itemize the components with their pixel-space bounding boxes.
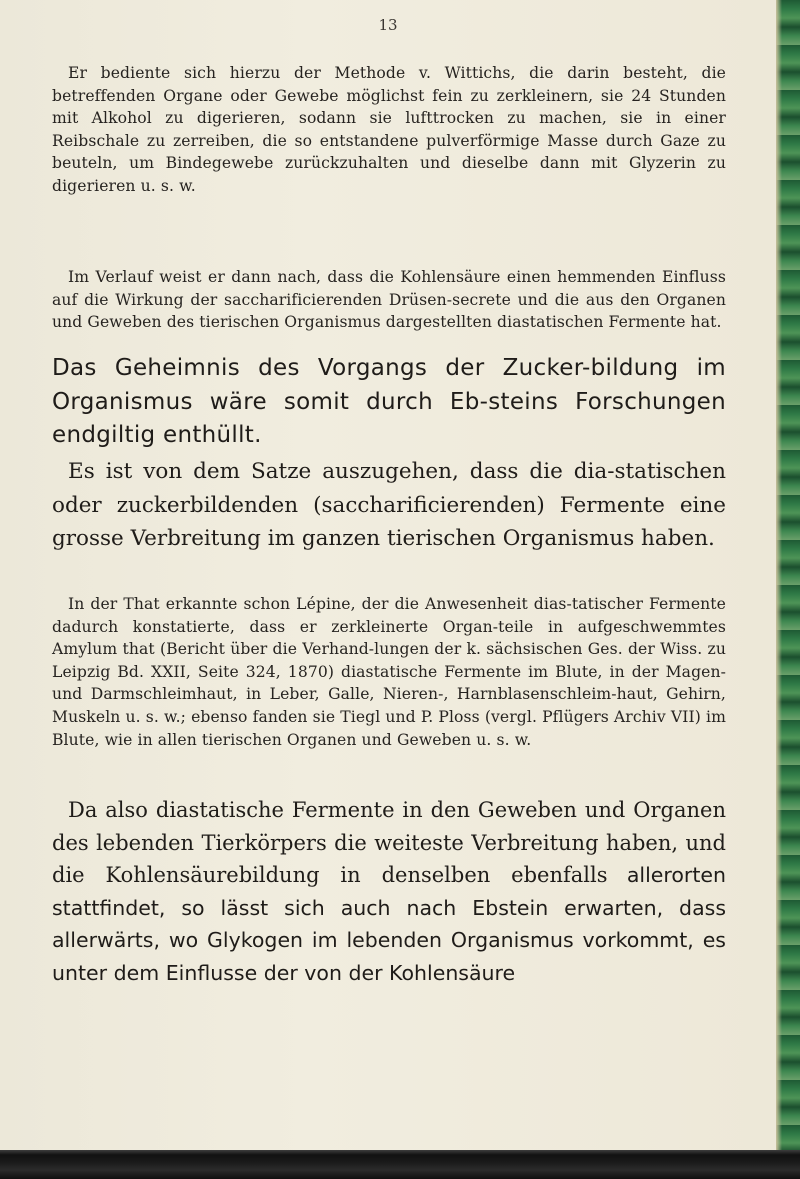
page-number: 13 [378,16,398,34]
scan-bottom-edge [0,1150,800,1179]
paragraph-thesis [52,455,726,556]
paragraph-method-text: Er bediente sich hierzu der Methode v. Wittichs, die darin besteht, die betreffenden Organe oder Gewebe möglichst fein zu zerkleinern, sie 24 Stunden mit Alkohol zu digerieren, sodann sie lufttrocken zu machen, sie in einer Reibschale zu zerreiben, die so entstandene pulverförmige Masse durch Gaze zu beuteln, um Bindegewebe zurückzuhalten und dieselbe dann mit Glyzerin zu digerieren u. s. w. [52,64,726,195]
paragraph-lepine-text: In der That erkannte schon Lépine, der die Anwesenheit dias-tatischer Fermente dadurch konstatierte, dass er zerkleinerte Organ-teile in aufgeschwemmtes Amylum that (Bericht über die Verhand-lungen der k. sächsischen Ges. der Wiss. zu Leipzig Bd. XXII, Seite 324, 1870) diastatische Fermente im Blute, in der Magen- und Darmschleimhaut, in Leber, Galle, Nieren-, Harnblasenschleim-haut, Gehirn, Muskeln u. s. w.; ebenso fanden sie Tiegl und P. Ploss (vergl. Pflügers Archiv VII) im Blute, wie in allen tierischen Organen und Geweben u. s. w. [52,595,726,749]
paragraph-thesis-text: Es ist von dem Satze auszugehen, dass die dia-statischen oder zuckerbildenden (saccharificierenden) Fermente eine grosse Verbreitung im ganzen tierischen Organismus haben. [52,459,726,551]
paragraph-conclusion [52,794,726,989]
conclusion-serif-part: Da also diastatische Fermente in den Geweben und Organen des lebenden Tierkörpers die weiteste Verbreitung haben, und die Kohlensäurebildung in denselben ebenfalls [52,798,726,887]
emphasis-heading [52,352,726,453]
conclusion-sans-part: allerorten stattfindet, so lässt sich auch nach Ebstein erwarten, dass allerwärts, wo Glykogen im lebenden Organismus vorkommt, es unter dem Einflusse der von der Kohlensäure [52,863,726,985]
paragraph-lepine [52,593,726,751]
book-cover-edge [776,0,800,1150]
emphasis-heading-text: Das Geheimnis des Vorgangs der Zucker-bildung im Organismus wäre somit durch Eb-steins Forschungen endgiltig enthüllt. [52,355,726,448]
paragraph-method [52,62,726,198]
paragraph-conclusion-text [52,794,726,989]
paragraph-result [52,266,726,334]
paragraph-result-text: Im Verlauf weist er dann nach, dass die Kohlensäure einen hemmenden Einfluss auf die Wirkung der saccharificierenden Drüsen-secrete und die aus den Organen und Geweben des tierischen Organismus dargestellten diastatischen Fermente hat. [52,268,726,332]
